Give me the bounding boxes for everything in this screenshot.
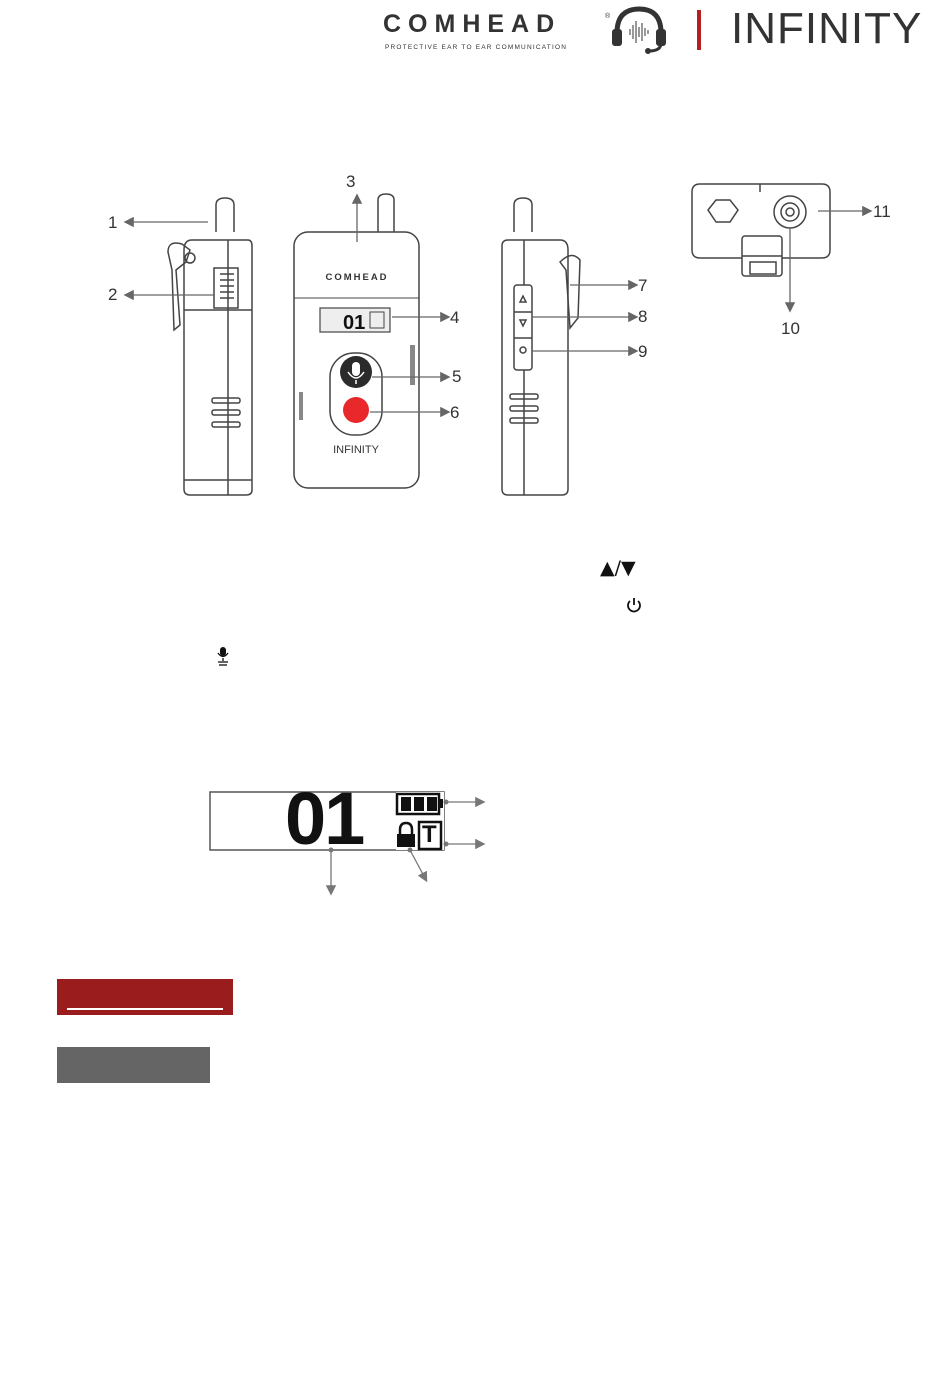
device-bottom-view — [692, 184, 830, 276]
headset-logo-icon — [609, 3, 669, 55]
lcd-channel-number: 01 — [285, 777, 364, 860]
front-display-channel: 01 — [343, 312, 366, 334]
callout-label-6: 6 — [450, 403, 460, 422]
callout-label-8: 8 — [638, 307, 648, 326]
comhead-tagline: PROTECTIVE EAR TO EAR COMMUNICATION — [385, 44, 568, 51]
callout-label-7: 7 — [638, 276, 648, 295]
header-brand — [383, 4, 943, 55]
comhead-logo-text: COMHEAD — [383, 10, 562, 38]
callout-label-4: 4 — [450, 308, 460, 327]
callout-label-3: 3 — [346, 172, 356, 191]
front-model-text: INFINITY — [333, 444, 379, 456]
callout-label-1: 1 — [108, 213, 118, 232]
callout-label-10: 10 — [781, 319, 800, 338]
infinity-logo-text: INFINITY — [731, 4, 923, 53]
section-heading-bar-grey — [57, 1047, 210, 1083]
section-heading-bar-red — [57, 979, 233, 1015]
header-divider — [697, 10, 701, 50]
callout-label-2: 2 — [108, 285, 118, 304]
voice-activation-icon — [216, 646, 230, 666]
power-icon — [625, 596, 643, 614]
device-right-side-view — [502, 198, 580, 495]
callout-label-11: 11 — [873, 202, 891, 221]
registered-mark: ® — [605, 13, 611, 20]
front-brand-text: COMHEAD — [325, 272, 389, 283]
device-figure — [0, 160, 950, 505]
callout-label-9: 9 — [638, 342, 648, 361]
device-left-side-view — [168, 198, 252, 495]
lcd-mode-indicator: T — [422, 821, 437, 848]
callout-label-5: 5 — [452, 367, 462, 386]
heading-underline — [67, 1008, 223, 1010]
up-down-arrows-icon: ▲/▼ — [600, 557, 636, 579]
